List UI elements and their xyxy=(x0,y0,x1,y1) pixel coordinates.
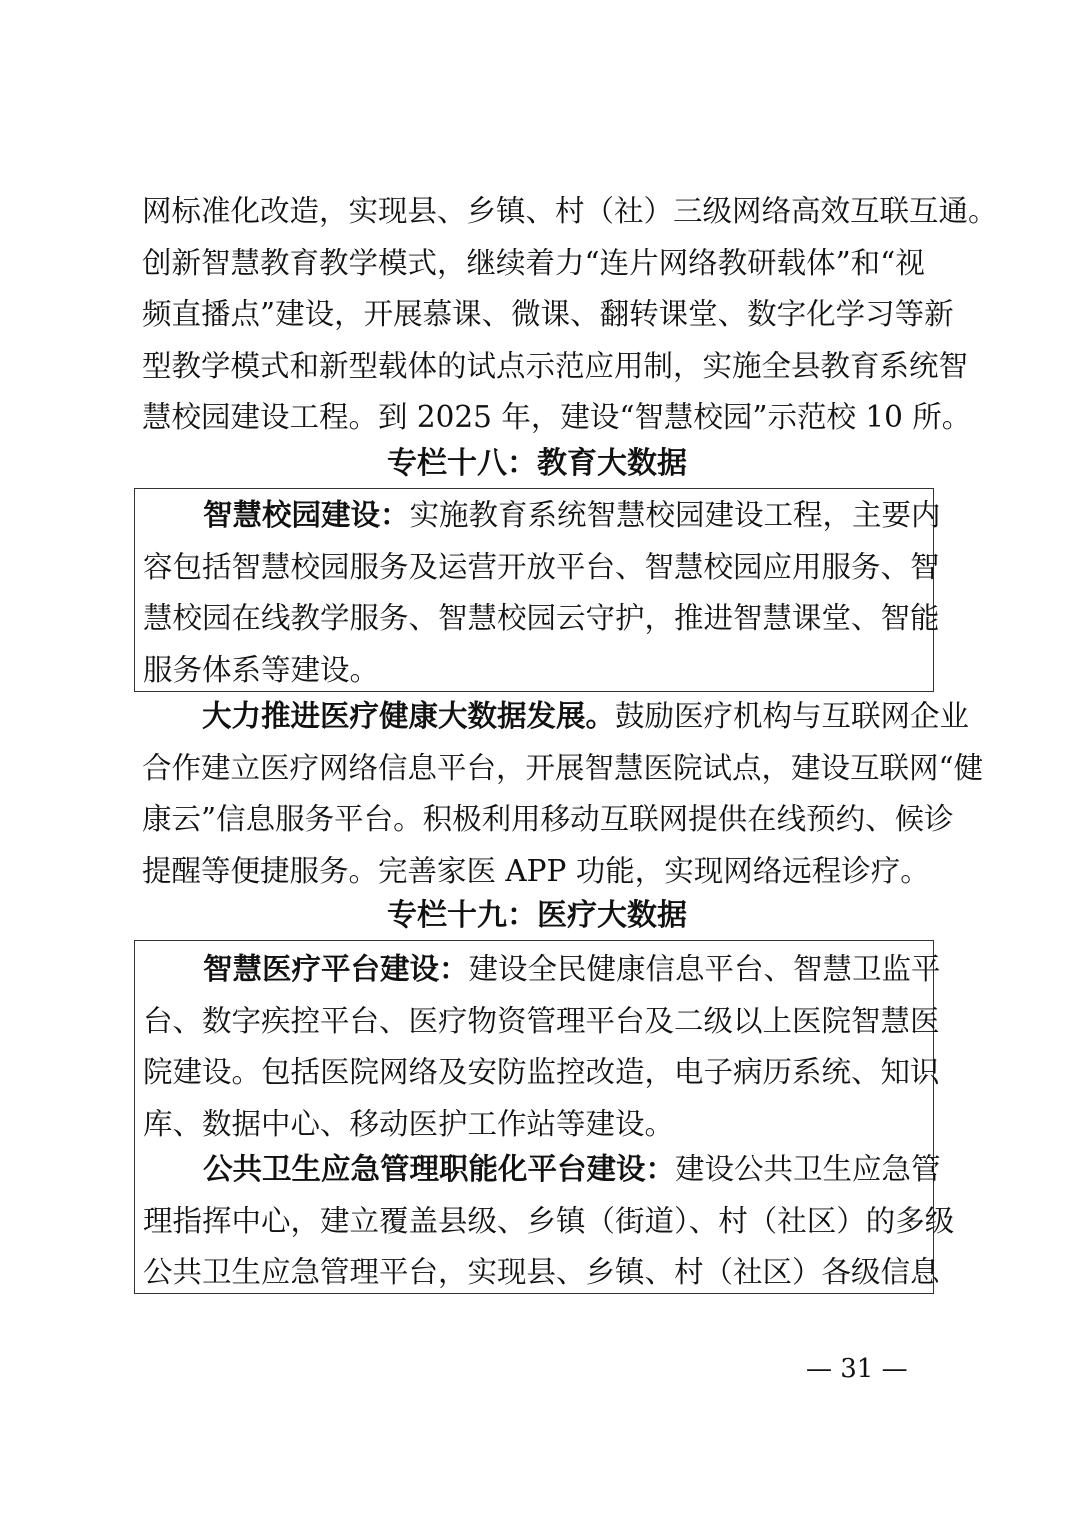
column-19-item-1 xyxy=(143,943,941,1150)
text-fragment: 鼓励医疗机构与互联网企业 xyxy=(615,699,970,733)
text-line: 慧校园建设工程。到 2025 年，建设“智慧校园”示范校 10 所。 xyxy=(142,400,972,434)
text-line xyxy=(142,690,970,743)
text-line xyxy=(143,943,941,996)
page-number: — 31 — xyxy=(806,1354,908,1384)
medical-lead: 大力推进医疗健康大数据发展。 xyxy=(202,698,616,733)
text-line: 公共卫生应急管理平台，实现县、乡镇、村（社区）各级信息 xyxy=(143,1255,940,1289)
text-line xyxy=(143,489,941,542)
text-line: 创新智慧教育教学模式，继续着力“连片网络教研载体”和“视 xyxy=(142,245,925,280)
text-line: 院建设。包括医院网络及安防监控改造，电子病历系统、知识 xyxy=(143,1055,940,1089)
column-18-title: 专栏十八：教育大数据 xyxy=(387,446,687,481)
text-line: 频直播点”建设，开展慕课、微课、翻转课堂、数字化学习等新 xyxy=(142,297,954,331)
text-line: 理指挥中心，建立覆盖县级、乡镇（街道）、村（社区）的多级 xyxy=(143,1203,955,1238)
text-line: 容包括智慧校园服务及运营开放平台、智慧校园应用服务、智 xyxy=(143,549,940,584)
text-fragment: 实施教育系统智慧校园建设工程，主要内 xyxy=(409,498,941,532)
medical-paragraph xyxy=(142,690,984,897)
column-18-lead: 智慧校园建设： xyxy=(203,497,410,532)
column-19-item-1-lead: 智慧医疗平台建设： xyxy=(203,951,469,986)
text-line: 合作建立医疗网络信息平台，开展智慧医院试点，建设互联网“健 xyxy=(142,750,984,785)
text-line: 网标准化改造，实现县、乡镇、村（社）三级网络高效互联互通。 xyxy=(142,194,998,228)
column-19-title: 专栏十九：医疗大数据 xyxy=(387,898,687,933)
column-18-text xyxy=(143,489,941,696)
text-line xyxy=(143,1143,941,1196)
text-line: 慧校园在线教学服务、智慧校园云守护，推进智慧课堂、智能 xyxy=(143,601,940,635)
column-19-item-2 xyxy=(143,1143,955,1299)
text-line: 型教学模式和新型载体的试点示范应用制，实施全县教育系统智 xyxy=(142,348,969,383)
column-19-item-2-lead: 公共卫生应急管理职能化平台建设： xyxy=(203,1151,676,1186)
text-line: 提醒等便捷服务。完善家医 APP 功能，实现网络远程诊疗。 xyxy=(142,853,930,888)
text-fragment: 建设公共卫生应急管 xyxy=(675,1152,941,1186)
text-line: 台、数字疾控平台、医疗物资管理平台及二级以上医院智慧医 xyxy=(143,1003,940,1038)
text-line: 康云”信息服务平台。积极利用移动互联网提供在线预约、候诊 xyxy=(142,802,954,836)
column-19-box xyxy=(134,940,955,1294)
text-line: 服务体系等建设。 xyxy=(143,652,380,687)
column-18-box xyxy=(134,488,941,692)
intro-paragraph xyxy=(142,186,998,444)
text-fragment: 建设全民健康信息平台、智慧卫监平 xyxy=(468,952,941,986)
text-line: 库、数据中心、移动医护工作站等建设。 xyxy=(143,1106,675,1141)
